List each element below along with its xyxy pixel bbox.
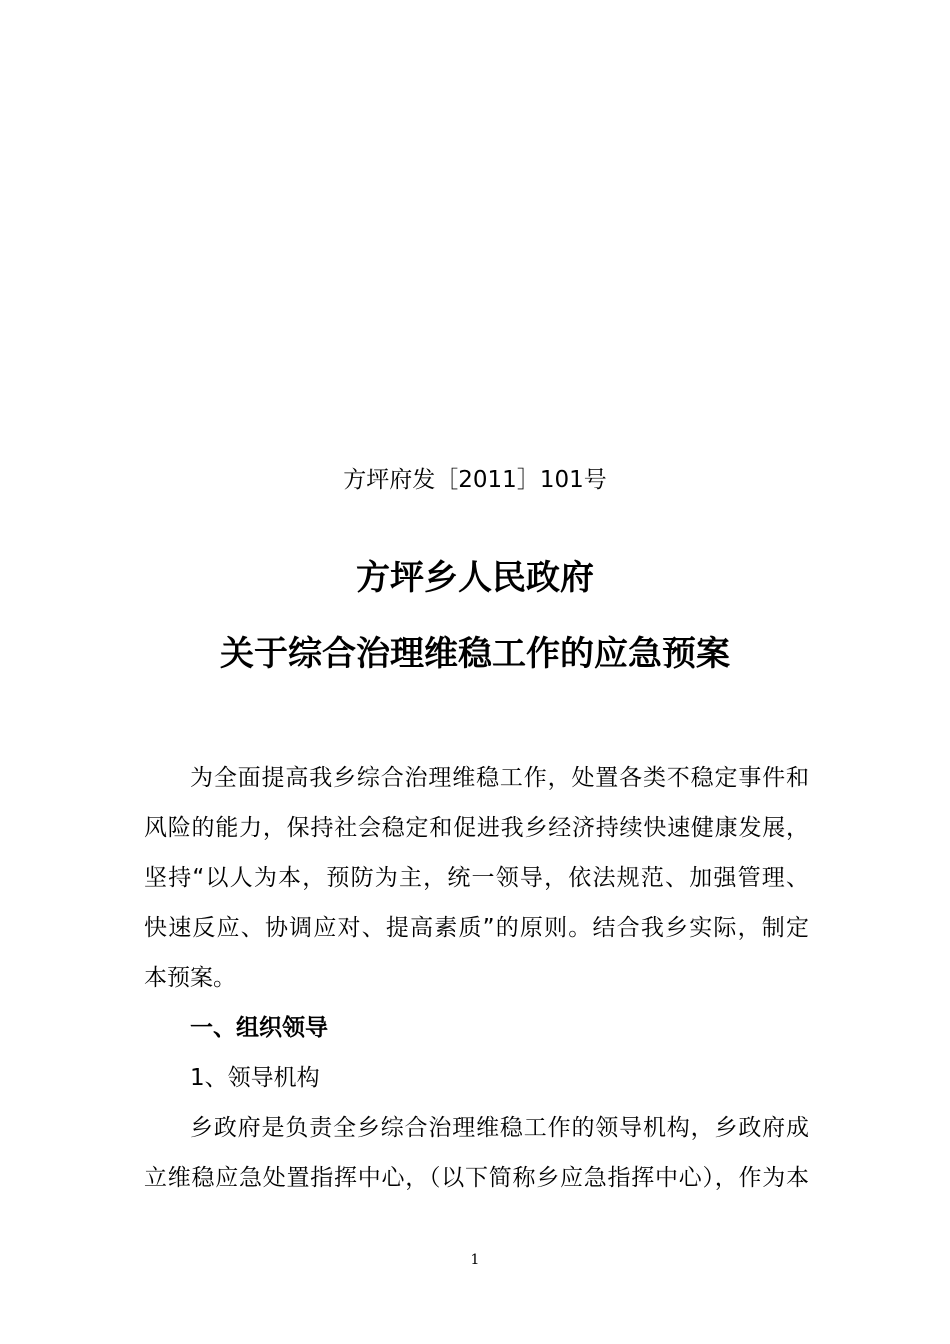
subsection-heading-leadership: 1、领导机构 (190, 1065, 320, 1091)
document-title-line-1: 方坪乡人民政府 (356, 558, 594, 598)
paragraph-1-line-5: 本预案。 (144, 965, 236, 991)
section-heading-organization: 一、组织领导 (190, 1015, 328, 1041)
page-number: 1 (470, 1252, 480, 1268)
paragraph-1-line-1: 为全面提高我乡综合治理维稳工作，处置各类不稳定事件和 (190, 765, 809, 791)
paragraph-2-line-2: 立维稳应急处置指挥中心，（以下简称乡应急指挥中心），作为本 (144, 1165, 809, 1191)
document-number: 方坪府发［2011］101号 (343, 467, 607, 493)
paragraph-1-line-4: 快速反应、协调应对、提高素质”的原则。结合我乡实际，制定 (144, 915, 809, 941)
document-title-line-2: 关于综合治理维稳工作的应急预案 (220, 634, 730, 674)
document-body (144, 753, 809, 1203)
paragraph-2-line-1: 乡政府是负责全乡综合治理维稳工作的领导机构，乡政府成 (190, 1115, 809, 1141)
paragraph-1-line-3: 坚持“以人为本，预防为主，统一领导，依法规范、加强管理、 (144, 865, 809, 891)
paragraph-1-line-2: 风险的能力，保持社会稳定和促进我乡经济持续快速健康发展， (144, 815, 809, 841)
